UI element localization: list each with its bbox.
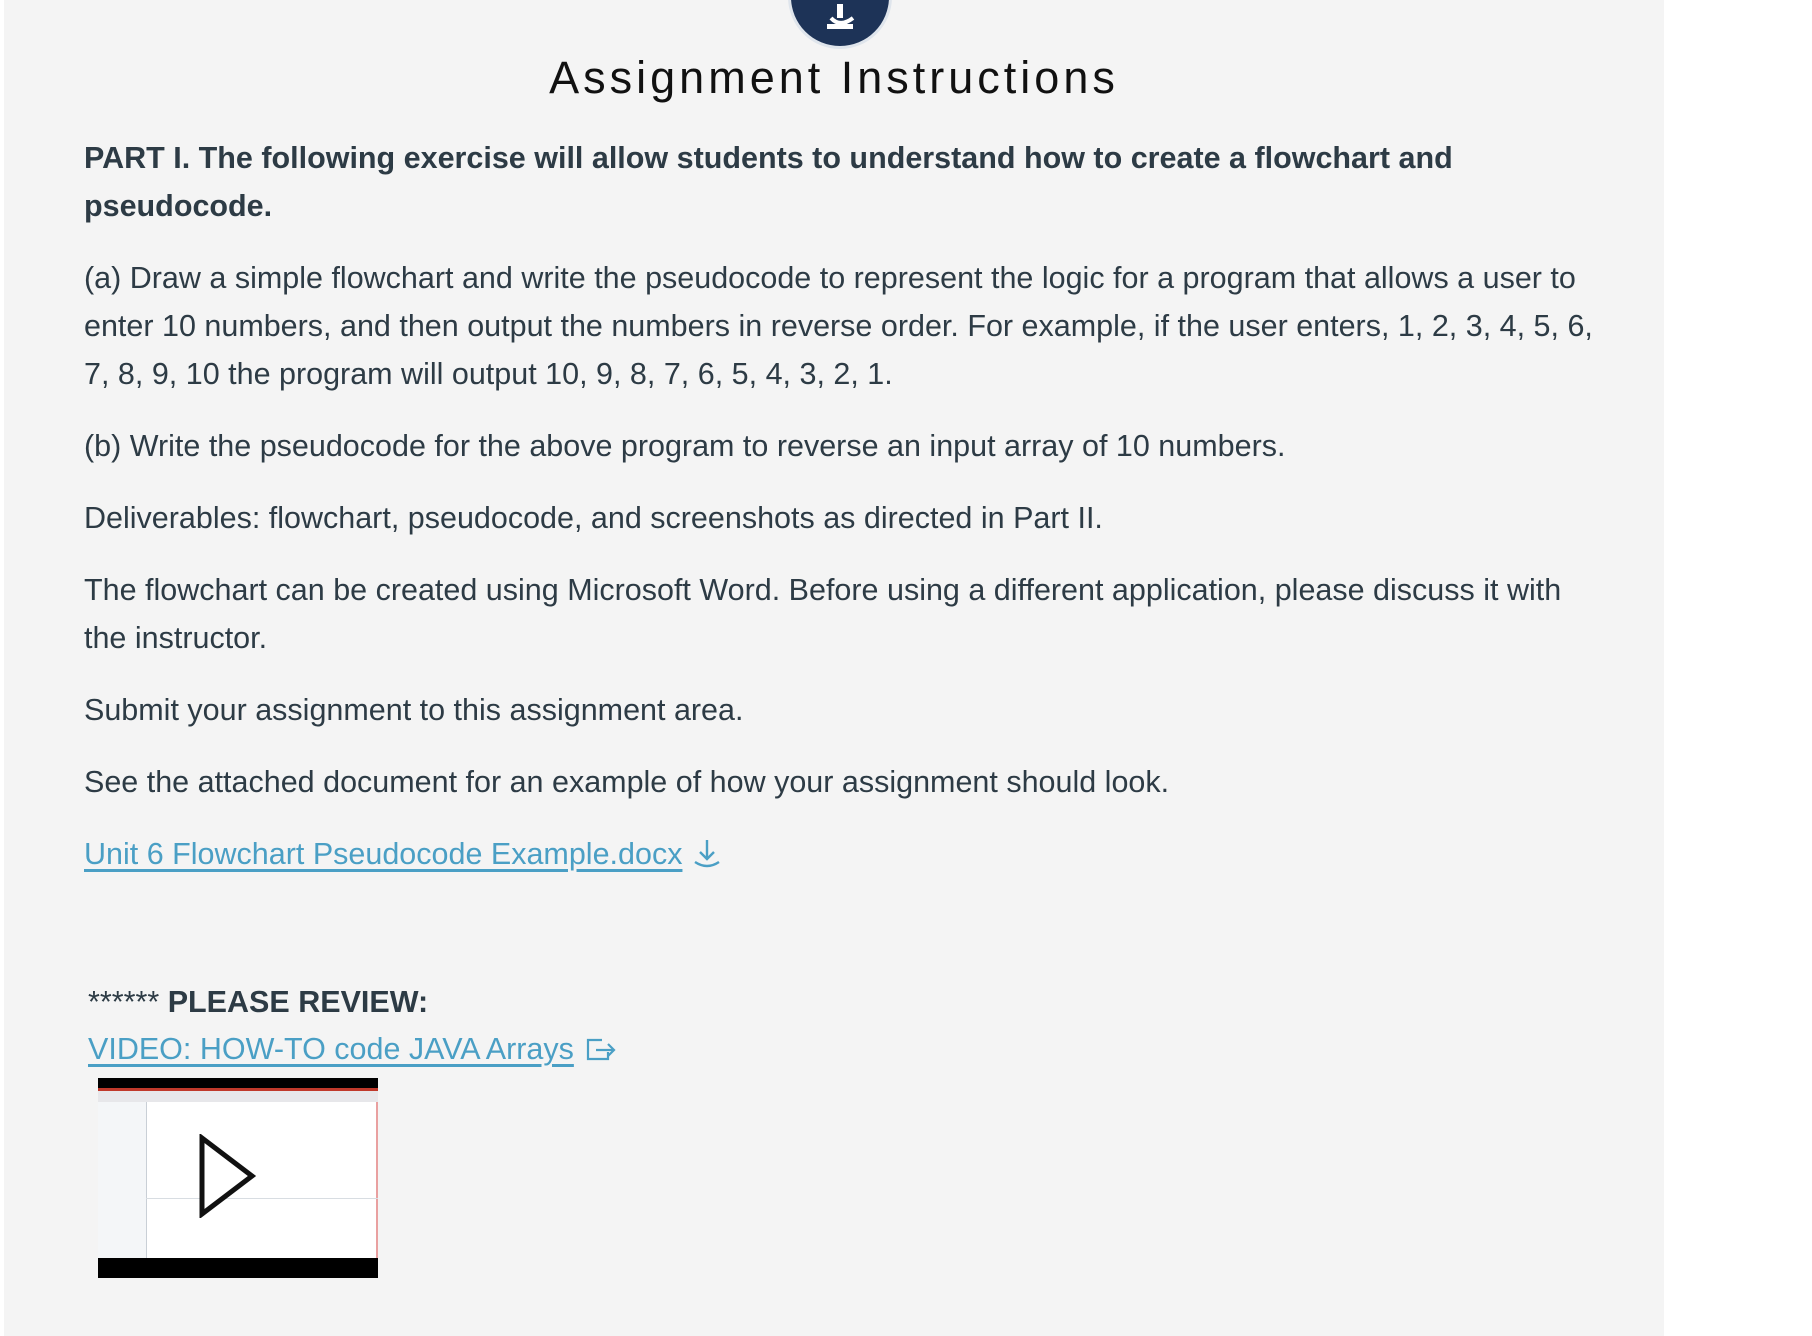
- attachment-link[interactable]: Unit 6 Flowchart Pseudocode Example.docx: [84, 837, 683, 871]
- external-link-icon[interactable]: [584, 1034, 618, 1064]
- header-badge: [791, 0, 889, 46]
- review-heading: [88, 978, 428, 1026]
- page-title: Assignment Instructions: [549, 52, 1119, 103]
- thumbnail-edge: [376, 1102, 378, 1258]
- attachment-row: [84, 830, 1604, 878]
- see-attached-text: See the attached document for an example of how your assignment should look.: [84, 765, 1170, 799]
- video-thumbnail[interactable]: [98, 1078, 378, 1278]
- assignment-panel: [4, 0, 1664, 1336]
- deliverables-text: Deliverables: flowchart, pseudocode, and screenshots as directed in Part II.: [84, 501, 1103, 535]
- video-link-row: [88, 1025, 618, 1073]
- submit-note: Submit your assignment to this assignment area.: [84, 693, 744, 727]
- part-heading: PART I. The following exercise will allow students to understand how to create a flowchart and pseudocode.: [84, 141, 1453, 223]
- review-label: PLEASE REVIEW:: [167, 985, 429, 1019]
- assignment-description: [84, 134, 1604, 878]
- microscope-icon: [791, 0, 889, 46]
- thumbnail-divider: [146, 1198, 378, 1199]
- flowchart-note: The flowchart can be created using Microsoft Word. Before using a different application, please discuss it with the instructor.: [84, 573, 1562, 655]
- video-link[interactable]: VIDEO: HOW-TO code JAVA Arrays: [88, 1032, 574, 1066]
- item-b: (b) Write the pseudocode for the above program to reverse an input array of 10 numbers.: [84, 429, 1286, 463]
- thumbnail-sidebar: [98, 1102, 147, 1258]
- thumbnail-accent: [98, 1088, 378, 1091]
- review-stars: ******: [88, 985, 160, 1019]
- play-icon[interactable]: [198, 1134, 258, 1218]
- item-a: (a) Draw a simple flowchart and write the pseudocode to represent the logic for a program that allows a user to enter 10 numbers, and then output the numbers in reverse order. For example, if the user enters, 1, 2, 3, 4, 5, 6, 7, 8, 9, 10 the program will output 10, 9, 8, 7, 6, 5, 4, 3, 2, 1.: [84, 261, 1593, 391]
- download-icon[interactable]: [692, 837, 722, 871]
